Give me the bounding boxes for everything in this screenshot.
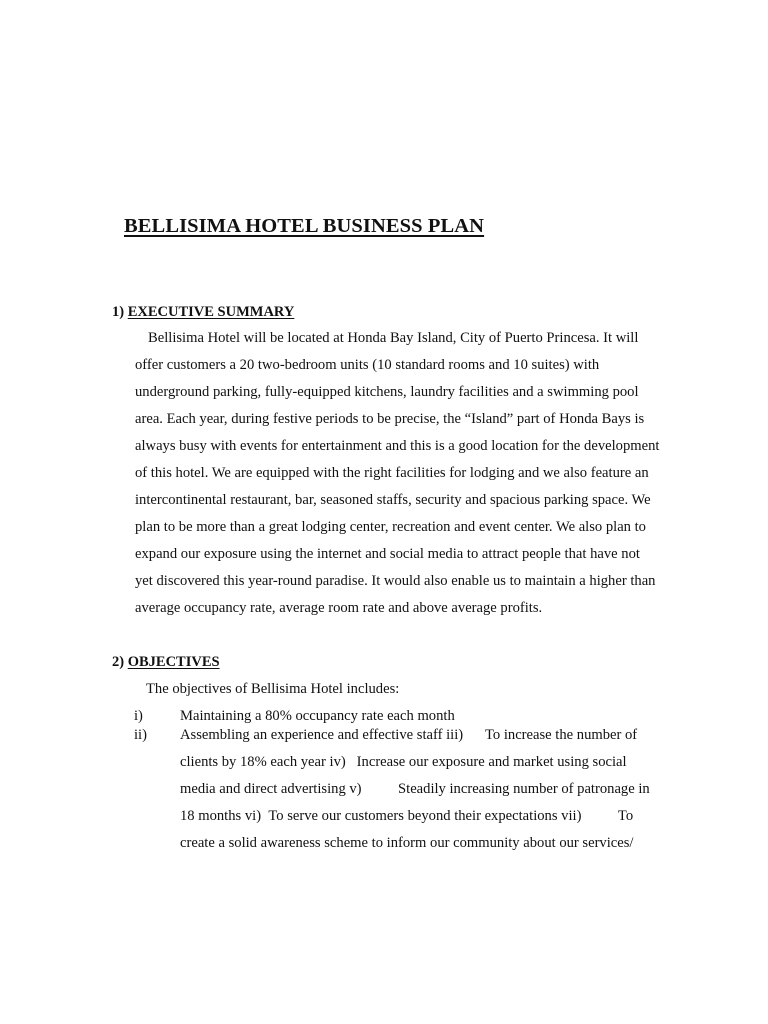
list-item-line: clients by 18% each year iv) Increase our exposure and market using social — [180, 754, 627, 770]
paragraph-line: average occupancy rate, average room rate and above average profits. — [135, 600, 543, 616]
objectives-intro: The objectives of Bellisima Hotel includes: — [146, 681, 400, 697]
paragraph-line: intercontinental restaurant, bar, seasoned staffs, security and spacious parking space. We — [135, 492, 651, 508]
paragraph-line: underground parking, fully-equipped kitchens, laundry facilities and a swimming pool — [135, 384, 639, 400]
paragraph-line: offer customers a 20 two-bedroom units (10 standard rooms and 10 suites) with — [135, 357, 600, 373]
section-heading-executive-summary — [112, 304, 294, 321]
paragraph-line: expand our exposure using the internet and social media to attract people that have not — [135, 546, 640, 562]
document-title: BELLISIMA HOTEL BUSINESS PLAN — [124, 215, 485, 237]
list-item-line: Assembling an experience and effective staff iii) To increase the number of — [180, 727, 638, 743]
list-item-line: Maintaining a 80% occupancy rate each month — [180, 708, 455, 724]
section-heading-objectives — [112, 654, 220, 671]
list-marker: i) — [134, 708, 143, 724]
paragraph-line: Bellisima Hotel will be located at Honda Bay Island, City of Puerto Princesa. It will — [148, 330, 639, 346]
paragraph-line: area. Each year, during festive periods to be precise, the “Island” part of Honda Bays is — [135, 411, 645, 427]
paragraph-line: of this hotel. We are equipped with the right facilities for lodging and we also feature an — [135, 465, 649, 481]
paragraph-line: plan to be more than a great lodging center, recreation and event center. We also plan to — [135, 519, 646, 535]
section-number: 2) — [112, 654, 125, 670]
section-heading-text: OBJECTIVES — [127, 654, 220, 670]
section-heading-text: EXECUTIVE SUMMARY — [127, 304, 295, 320]
section-number: 1) — [112, 304, 125, 320]
list-marker: ii) — [134, 727, 147, 743]
list-item-line: create a solid awareness scheme to inform our community about our services/ — [180, 835, 634, 851]
list-item-line: 18 months vi) To serve our customers beyond their expectations vii) To — [180, 808, 634, 824]
paragraph-line: always busy with events for entertainment and this is a good location for the development — [135, 438, 660, 454]
list-item-line: media and direct advertising v) Steadily increasing number of patronage in — [180, 781, 650, 797]
paragraph-line: yet discovered this year-round paradise. It would also enable us to maintain a higher than — [135, 573, 656, 589]
